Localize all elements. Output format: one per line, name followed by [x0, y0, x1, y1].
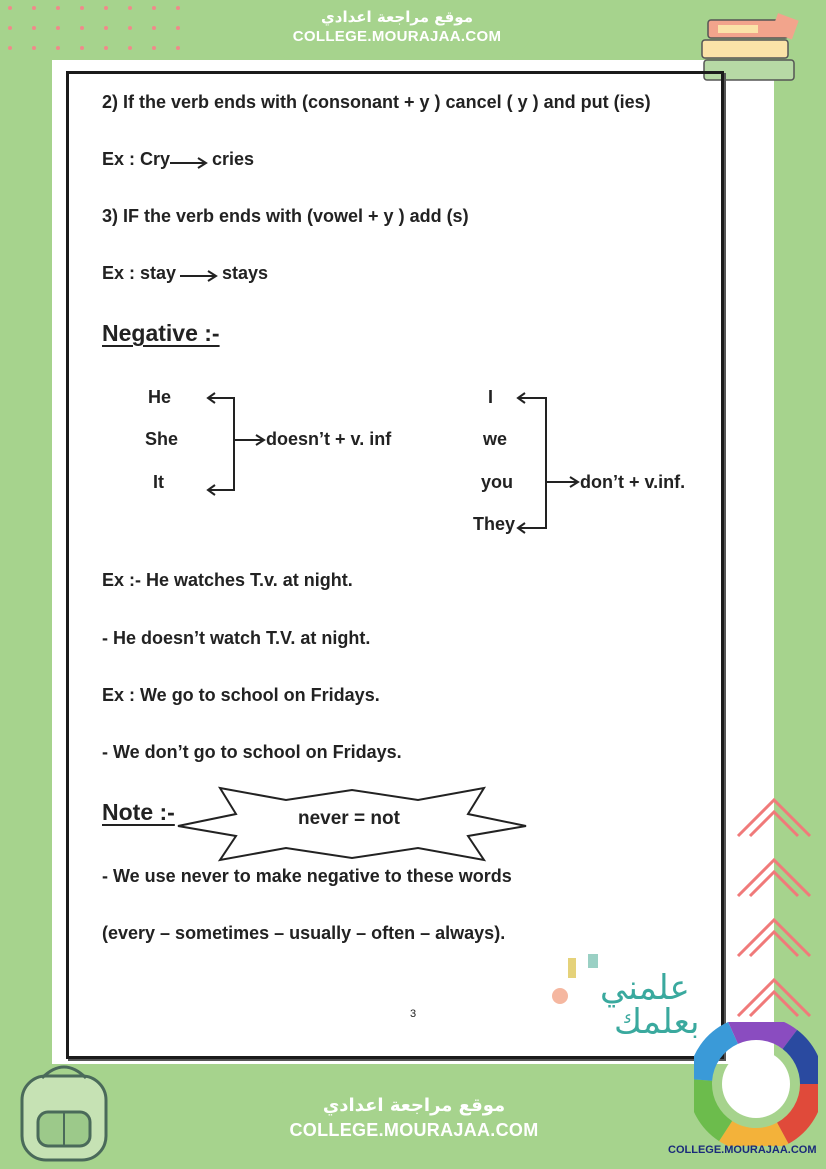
example-4: Ex : We go to school on Fridays. [102, 685, 380, 705]
backpack-icon [12, 1056, 116, 1164]
example-1-prefix: Ex : Cry [102, 149, 171, 169]
example-1-result: cries [212, 149, 255, 169]
pronoun-she: She [145, 429, 179, 449]
logo-line-2: بعلمك [614, 1002, 700, 1042]
page-number: 3 [410, 1008, 417, 1020]
example-2-prefix: Ex : stay [102, 263, 177, 283]
note-line-2: (every – sometimes – usually – often – always). [102, 923, 506, 943]
example-3-negative: - He doesn’t watch T.V. at night. [102, 628, 371, 648]
pronoun-they: They [473, 514, 516, 534]
pronoun-i: I [488, 387, 494, 407]
note-star-text: never = not [298, 808, 400, 829]
rule-3-text: 3) IF the verb ends with (vowel + y ) add (s) [102, 206, 469, 226]
dont-rule: don’t + v.inf. [580, 472, 686, 492]
logo-doodle-icon [544, 948, 614, 1008]
pronoun-we: we [483, 429, 508, 449]
footer-banner [268, 1075, 560, 1169]
bracket-arrows-icon [512, 390, 584, 534]
doesnt-rule: doesn’t + v. inf [266, 429, 392, 449]
example-3: Ex :- He watches T.v. at night. [102, 570, 353, 590]
footer-arabic-title: موقع مراجعة اعدادي [322, 1095, 506, 1116]
arrow-right-icon [180, 269, 220, 283]
note-heading: Note :- [102, 799, 175, 825]
pronoun-he: He [148, 387, 172, 407]
chevron-up-icon [732, 790, 816, 1030]
logo-line-1: علمني [600, 968, 690, 1008]
footer-url-link[interactable]: COLLEGE.MOURAJAA.COM [289, 1120, 539, 1140]
negative-heading: Negative :- [102, 320, 220, 346]
footer-site-label[interactable]: COLLEGE.MOURAJAA.COM [668, 1144, 817, 1156]
example-2-result: stays [222, 263, 269, 283]
rule-2-text: 2) If the verb ends with (consonant + y ) cancel ( y ) and put (ies) [102, 92, 651, 112]
bracket-arrows-icon [204, 388, 268, 498]
example-4-negative: - We don’t go to school on Fridays. [102, 742, 402, 762]
pronoun-you: you [481, 472, 514, 492]
decorative-dots [8, 4, 208, 54]
pronoun-it: It [153, 472, 164, 492]
frame-left [0, 0, 52, 1169]
arrow-right-icon [170, 156, 210, 170]
header-banner [262, 0, 532, 58]
header-arabic-title: موقع مراجعة اعدادي [321, 8, 473, 26]
education-wheel-logo [694, 1022, 818, 1146]
note-line-1: - We use never to make negative to these words [102, 866, 512, 886]
header-url-link[interactable]: COLLEGE.MOURAJAA.COM [292, 28, 502, 45]
